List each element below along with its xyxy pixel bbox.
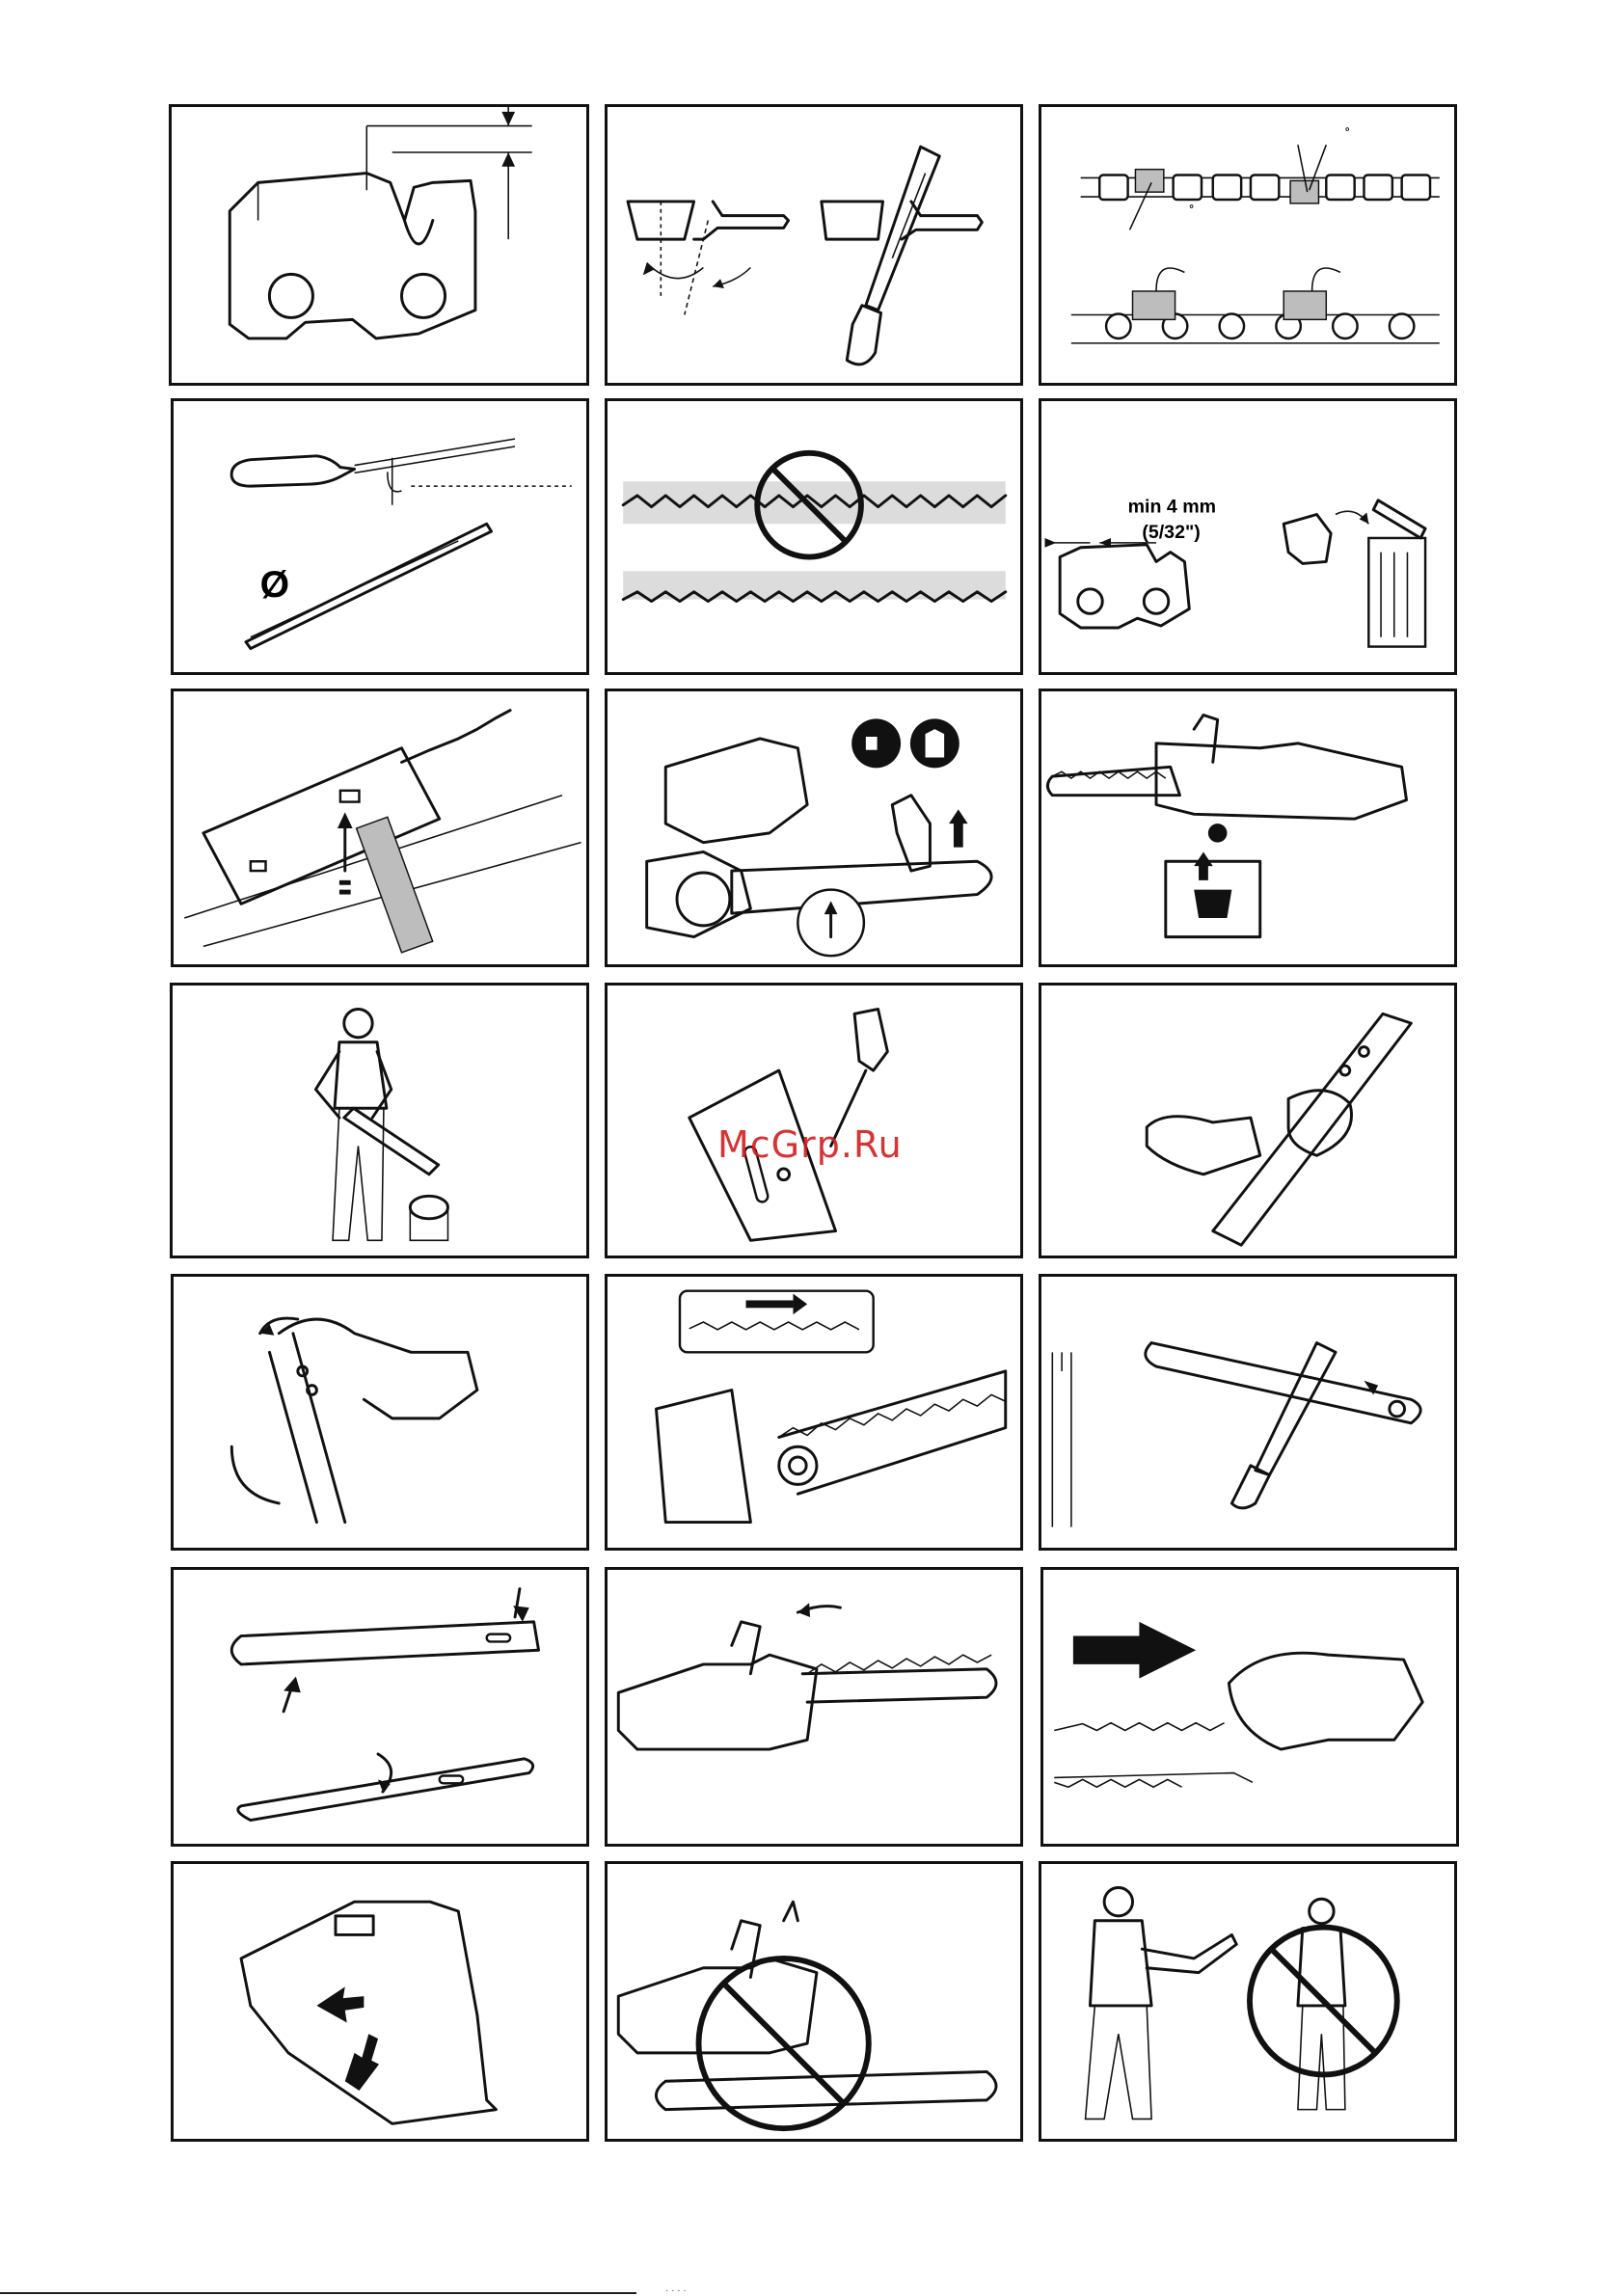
panel-chain-direction [605, 1274, 1023, 1551]
cutter-angle-illustration [1041, 107, 1454, 383]
panel-bar-dressing [1039, 1274, 1457, 1551]
panel-filing-angle [605, 104, 1023, 386]
chain-tension-illustration [608, 691, 1020, 964]
bar-groove-illustration [608, 986, 1020, 1256]
panel-cutter-depth-gauge [169, 104, 589, 386]
protective-clothing-illustration [1041, 1864, 1454, 2139]
panel-cooling-slots [171, 1861, 589, 2142]
panel-chain-wear [605, 398, 1023, 675]
cutter-tooth-illustration [172, 107, 586, 383]
panel-sprocket-nose [171, 1274, 589, 1551]
sprocket-nose-illustration [174, 1277, 586, 1548]
bar-dressing-illustration [1041, 1277, 1454, 1548]
chain-brake-illustration [608, 1570, 1020, 1844]
cooling-slots-illustration [174, 1864, 586, 2139]
panel-round-file [171, 398, 589, 675]
panel-bar-reverse [171, 1567, 589, 1847]
min-cutter-illustration [1041, 401, 1454, 672]
panel-cutter-angles [1039, 104, 1457, 386]
panel-bar-groove-clean [605, 983, 1023, 1258]
round-file-illustration [174, 401, 586, 672]
panel-chain-oil [1039, 689, 1457, 967]
panel-bar-lubrication-hole [1039, 983, 1457, 1258]
file-diameter-symbol: Ø [259, 564, 290, 607]
min-depth-label: min 4 mm [1127, 496, 1217, 518]
panel-min-cutter-length [1039, 398, 1457, 675]
chain-oil-illustration [1041, 691, 1454, 964]
footer-rule [0, 2292, 636, 2294]
bar-reverse-illustration [174, 1570, 586, 1844]
panel-protective-clothing [1039, 1861, 1457, 2142]
operator-illustration [173, 986, 586, 1256]
panel-depth-gauge-tool [171, 689, 589, 967]
depth-gauge-tool-illustration [174, 691, 586, 964]
bar-hole-illustration [1041, 986, 1454, 1256]
footer-fragment: · · · · [665, 2285, 687, 2296]
panel-chain-tension [605, 689, 1023, 967]
degree-symbol-left: ° [1189, 203, 1194, 216]
watermark: McGrp.Ru [717, 1123, 903, 1166]
chain-sprocket-illustration [1043, 1570, 1456, 1844]
no-chain-illustration [608, 1864, 1020, 2139]
chain-direction-illustration [608, 1277, 1020, 1548]
panel-chain-brake [605, 1567, 1023, 1847]
degree-symbol-top: ° [1344, 125, 1350, 139]
chain-wear-illustration [608, 401, 1020, 672]
panel-operator-cutting [170, 983, 589, 1258]
filing-angle-illustration [608, 107, 1020, 383]
panel-chain-sprocket [1040, 1567, 1459, 1847]
panel-no-chain-missing [605, 1861, 1023, 2142]
min-depth-inches-label: (5/32") [1142, 521, 1201, 543]
